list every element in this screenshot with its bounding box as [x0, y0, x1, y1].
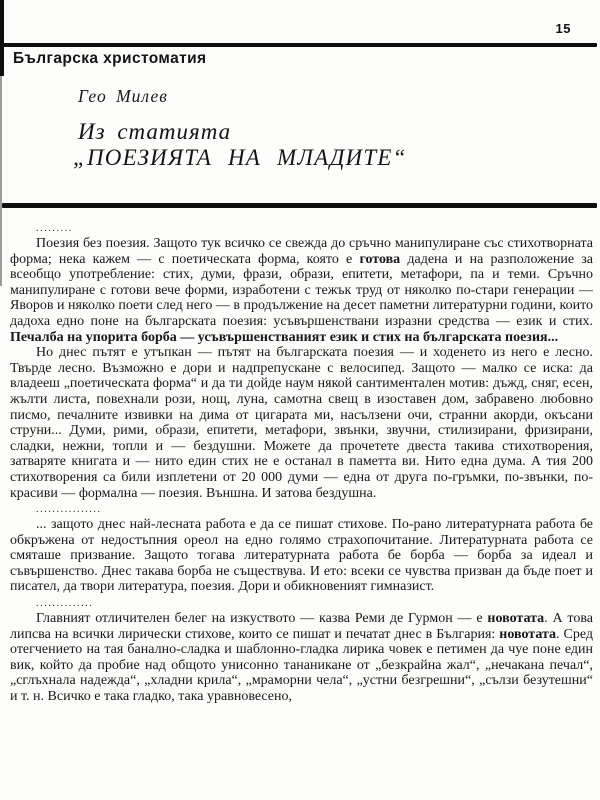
title-separator-rule: [2, 203, 597, 208]
paragraph: [10, 611, 593, 705]
bold-emphasis: Печалба на упорита борба — усъвършенстваният език и стих на българската поезия...: [10, 329, 559, 345]
bold-emphasis: новотата: [487, 611, 545, 627]
page-number: 15: [555, 21, 571, 36]
article-title: „ПОЕЗИЯТА НА МЛАДИТЕ“: [73, 145, 407, 170]
paragraph-text: Поезия без поезия. Защото тук всичко се свежда до сръчно манипулиране със стихотворната форма; нека кажем — с поетическата форма, която е: [10, 236, 593, 267]
omission-ellipsis: ................: [36, 504, 102, 516]
header-rule: [2, 43, 597, 47]
paragraph: [10, 236, 593, 345]
scan-artifact-left-line: [0, 76, 2, 286]
paragraph-text: ... защото днес най-лесната работа е да се пишат стихове. По-рано литературната работа бе обкръжена от недостъпния ореол на едно голямо страхопочитание. Литературната работа се смяташе призвание. Защото тогава литературната работа бе борба — борба за идеал и съвършенство. Днес такава борба не съществува. И ето: всеки се чувства призван да бъде поет и писател, да твори литература, поезия. Дори и обикновеният гимназист.: [10, 517, 593, 595]
bold-emphasis: готова: [359, 251, 401, 267]
article-author: Гео Милев: [78, 86, 168, 106]
paragraph-text: . А това липсва на всички лирически стихове, които се пишат и печатат днес в България:: [10, 611, 594, 642]
paragraph-text: . Сред отегчението на тая банално-сладка и шаблонно-гладка лирика човек е петимен да чуе поне един вик, който да пробие над общото унисонно тананикане от „безкрайна жал“, „нечакана печал“, „сглъхнала надежда“, „хладни крила“, „мраморни чела“, „устни безгрешни“, „сълзи безутешни“ и т. н. Всичко е така гладко, така уравновесено,: [10, 626, 593, 705]
bold-emphasis: новотата: [499, 626, 557, 642]
omission-ellipsis: ..............: [36, 598, 94, 610]
paragraph: [10, 517, 593, 595]
article-title-kicker: Из статията: [78, 119, 232, 144]
paragraph-text: Но днес пътят е утъпкан — пътят на българската поезия — и ходенето из него е лесно. Твърде лесно. Възможно е дори и надпрепускане с велосипед. Защото — малко се иска: да владееш „поетическата форма“ и да ти дойде наум някой сантиментален мотив: дъжд, сняг, есен, жълти листа, повехнали рози, нощ, луна, самотна свещ в изоставен дом, забравено любовно писмо, печалните извивки на дима от цигарата ми, насълзени очи, странни акорди, окъсани струни... Думи, рими, образи, епитети, метафори, звънки, звучни, стилизирани, фризирани, сладки, нежни, топли и — бездушни. Можете да прочетете двеста такива стихотворения, затваряте книгата и — нито един стих не е останал в паметта ви. Нито една дума. А тия 200 стихотворения са били изплетени от 20 000 думи — една от друга по-гръмки, по-звънки, по-красиви — формална — поезия. Външна. И затова бездушна.: [10, 345, 593, 501]
omission-ellipsis: .........: [36, 223, 73, 234]
paragraph: [10, 345, 593, 501]
paragraph-text: Главният отличителен белег на изкуството — казва Реми де Гурмон — е: [36, 611, 488, 627]
series-title: Българска христоматия: [13, 50, 207, 67]
scan-artifact-left-bar: [0, 0, 4, 76]
article-body: [10, 220, 593, 705]
paragraph-text: дадена и на разположение за всеобщо употребление: стих, думи, фрази, образи, епитети, метафори, па и теми. Сръчно манипулиране с готови вече форми, изработени с тежък труд от няколко по-стари генерации — Яворов и няколко поети след него — в продължение на десет паметни литературни години, които дадоха едно поне на българската поезия: усъвършенствани изразни средства — език и стих.: [10, 251, 594, 329]
